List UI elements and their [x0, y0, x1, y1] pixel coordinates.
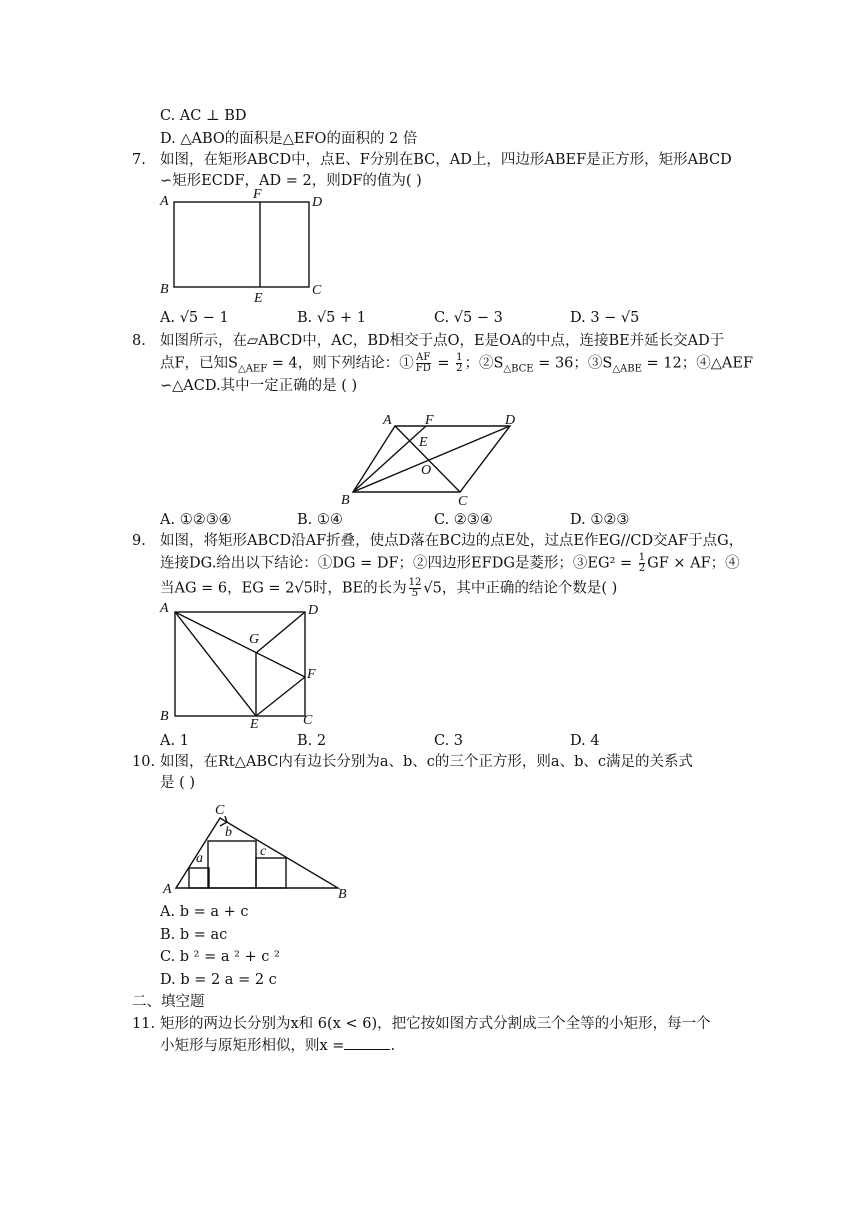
q10-square-c	[256, 858, 286, 888]
q10-stem-line2: 是 ( )	[160, 775, 196, 791]
q7-stem-line1: 如图，在矩形ABCD中，点E、F分别在BC，AD上，四边形ABEF是正方形，矩形ABCD	[160, 152, 732, 168]
q8-stem-line3: ∽△ACD.其中一定正确的是 ( )	[160, 378, 358, 394]
q6-option-d: D. △ABO的面积是△EFO的面积的 2 倍	[160, 131, 418, 147]
q9-figure	[155, 598, 330, 730]
q9-label-d: D	[308, 603, 319, 618]
q9-label-c: C	[303, 713, 313, 728]
q9-segment-ef	[256, 677, 305, 716]
q9-option-c: C. 3	[434, 733, 464, 749]
q8-label-o: O	[421, 463, 432, 478]
q7-figure	[155, 186, 330, 306]
q10-label-b-vertex: B	[338, 887, 347, 900]
q8-figure	[335, 408, 525, 508]
q8-option-b: B. ①④	[297, 512, 343, 528]
q10-option-d: D. b = 2 a = 2 c	[160, 972, 277, 988]
q9-label-f: F	[307, 667, 316, 682]
q10-label-a-side: a	[196, 851, 203, 866]
q7-number: 7.	[132, 152, 146, 168]
q8-fraction-half: $\frac{1}{2}$	[456, 352, 463, 374]
q9-segment-gd	[256, 612, 305, 653]
q8-option-c: C. ②③④	[434, 512, 493, 528]
section-heading-fill-in: 二、填空题	[132, 994, 205, 1010]
q7-option-a: A. √5 − 1	[160, 310, 229, 326]
q7-label-b: B	[160, 282, 169, 297]
q10-label-c-vertex: C	[215, 803, 225, 818]
q9-stem-line1: 如图，将矩形ABCD沿AF折叠，使点D落在BC边的点E处，过点E作EG//CD交AF于点G，	[160, 533, 744, 549]
q10-label-a-vertex: A	[163, 882, 172, 897]
q9-option-b: B. 2	[297, 733, 327, 749]
q9-segment-af	[175, 612, 305, 677]
q8-option-d: D. ①②③	[570, 512, 630, 528]
q8-label-c: C	[458, 494, 468, 508]
q9-option-a: A. 1	[160, 733, 189, 749]
q11-stem-line2: 小矩形与原矩形相似，则x = .	[160, 1035, 395, 1056]
q9-option-d: D. 4	[570, 733, 600, 749]
q9-number: 9.	[132, 533, 146, 549]
q7-label-e: E	[254, 291, 263, 306]
q8-label-e: E	[419, 435, 428, 450]
q10-label-c-side: c	[260, 844, 267, 859]
q8-diagonal-bd	[353, 426, 510, 492]
q9-fraction-half: $\frac{1}{2}$	[638, 552, 646, 574]
q7-stem-line2: ∽矩形ECDF，AD = 2，则DF的值为( )	[160, 173, 422, 189]
q9-label-g: G	[249, 632, 260, 647]
q10-option-b: B. b = ac	[160, 927, 228, 943]
q10-option-c: C. b ² = a ² + c ²	[160, 949, 280, 965]
q10-number: 10.	[132, 754, 156, 770]
q8-number: 8.	[132, 333, 146, 349]
q8-label-b: B	[341, 493, 350, 508]
q7-label-a: A	[160, 194, 169, 209]
q6-option-c: C. AC ⊥ BD	[160, 108, 247, 124]
q9-stem-line2: 连接DG.给出以下结论：①DG = DF；②四边形EFDG是菱形；③EG² = $\frac{1}{2}$ GF × AF；④	[160, 552, 740, 574]
q9-stem-line3: 当AG = 6，EG = 2√5时，BE的长为 $\frac{12}{5}$ √5，其中正确的结论个数是( )	[160, 577, 618, 599]
q8-label-a: A	[383, 413, 392, 428]
q7-label-c: C	[312, 283, 322, 298]
q7-rect-abcd	[174, 202, 309, 287]
q10-figure	[158, 800, 358, 900]
q8-label-f: F	[425, 413, 434, 428]
q8-label-d: D	[505, 413, 516, 428]
q8-stem-line2: 点F，已知$S_{\triangle AEF} = 4$，则下列结论：① $\frac{AF}{FD}$ = $\frac{1}{2}$ ；$②S_{\triangle BCE} = 36$；$③S_{\triangle ABE} = 12$；④△AEF	[160, 352, 754, 375]
q9-fraction-12-5: $\frac{12}{5}$	[408, 577, 422, 599]
q10-square-a	[189, 868, 209, 888]
q10-stem-line1: 如图，在Rt△ABC内有边长分别为a、b、c的三个正方形，则a、b、c满足的关系式	[160, 754, 693, 770]
q8-option-a: A. ①②③④	[160, 512, 232, 528]
q10-label-b-side: b	[225, 825, 232, 840]
q9-label-e: E	[250, 717, 259, 730]
q7-label-f: F	[253, 187, 262, 202]
q10-option-a: A. b = a + c	[160, 904, 249, 920]
q11-answer-blank	[344, 1035, 390, 1050]
q7-option-d: D. 3 − √5	[570, 310, 640, 326]
q8-fraction-af-fd: $\frac{AF}{FD}$	[415, 352, 431, 374]
q8-stem-line1: 如图所示，在▱ABCD中，AC，BD相交于点O，E是OA的中点，连接BE并延长交AD于	[160, 333, 725, 349]
q9-label-b: B	[160, 709, 169, 724]
q9-segment-ae	[175, 612, 256, 716]
q9-label-a: A	[160, 601, 169, 616]
q7-label-d: D	[312, 195, 323, 210]
q10-square-b	[208, 841, 256, 888]
q11-stem-line1: 矩形的两边长分别为x和 6(x < 6)，把它按如图方式分割成三个全等的小矩形，每一个	[160, 1016, 711, 1032]
q7-option-c: C. √5 − 3	[434, 310, 503, 326]
q11-number: 11.	[132, 1016, 156, 1032]
q7-option-b: B. √5 + 1	[297, 310, 366, 326]
